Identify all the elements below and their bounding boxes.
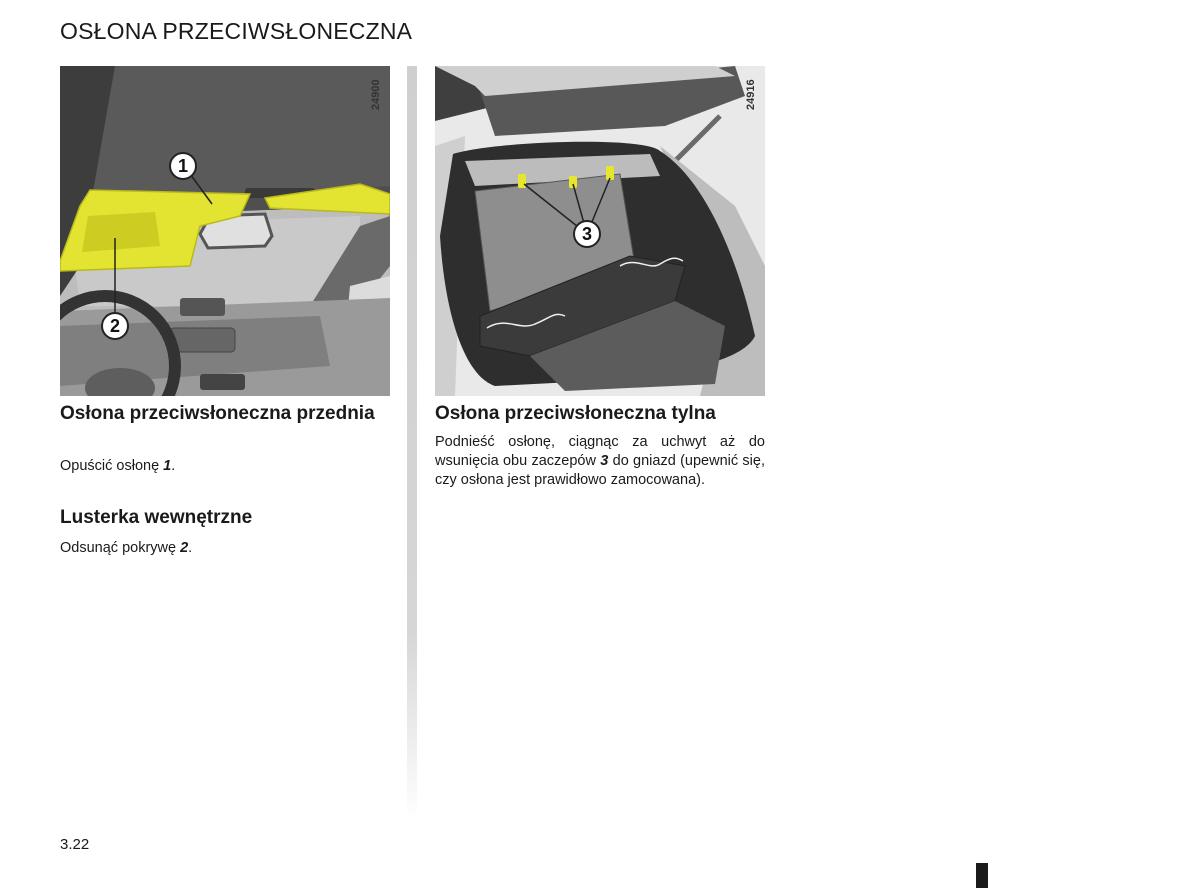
figure-code-left: 24900: [370, 79, 382, 110]
front-sun-visor-heading: Osłona przeciwsłoneczna przednia: [60, 403, 375, 424]
figure-code-right: 24916: [745, 79, 757, 110]
instruction-text-end: do gniazd (upewnić się, czy osłona jest prawidłowo zamocowana).: [435, 453, 765, 488]
instruction-text: Opuścić osłonę: [60, 458, 164, 474]
front-sun-visor-illustration: [60, 66, 390, 396]
front-sun-visor-instruction: [60, 457, 390, 476]
page-number: 3.22: [60, 836, 90, 853]
column-divider: [407, 66, 417, 820]
section-thumb-tab: [976, 863, 988, 888]
rear-sun-blind-instruction: [435, 433, 765, 490]
rear-sun-blind-illustration: [435, 66, 765, 396]
interior-mirrors-instruction: [60, 539, 390, 558]
callout-2: 2: [109, 316, 121, 336]
rear-sun-blind-heading: Osłona przeciwsłoneczna tylna: [435, 403, 716, 424]
instruction-text: Odsunąć pokrywę: [60, 540, 181, 556]
instruction-text-end: .: [188, 540, 193, 556]
reference-number: 3: [600, 453, 609, 469]
interior-mirrors-heading: Lusterka wewnętrzne: [60, 507, 253, 528]
callout-1: 1: [177, 156, 189, 176]
page-title: OSŁONA PRZECIWSŁONECZNA: [60, 18, 413, 44]
reference-number: 2: [180, 540, 189, 556]
callout-3: 3: [581, 224, 593, 244]
reference-number: 1: [163, 458, 172, 474]
instruction-text-end: .: [171, 458, 176, 474]
instruction-text: Podnieść osłonę, ciągnąc za uchwyt aż do wsunięcia obu zaczepów: [435, 434, 765, 469]
